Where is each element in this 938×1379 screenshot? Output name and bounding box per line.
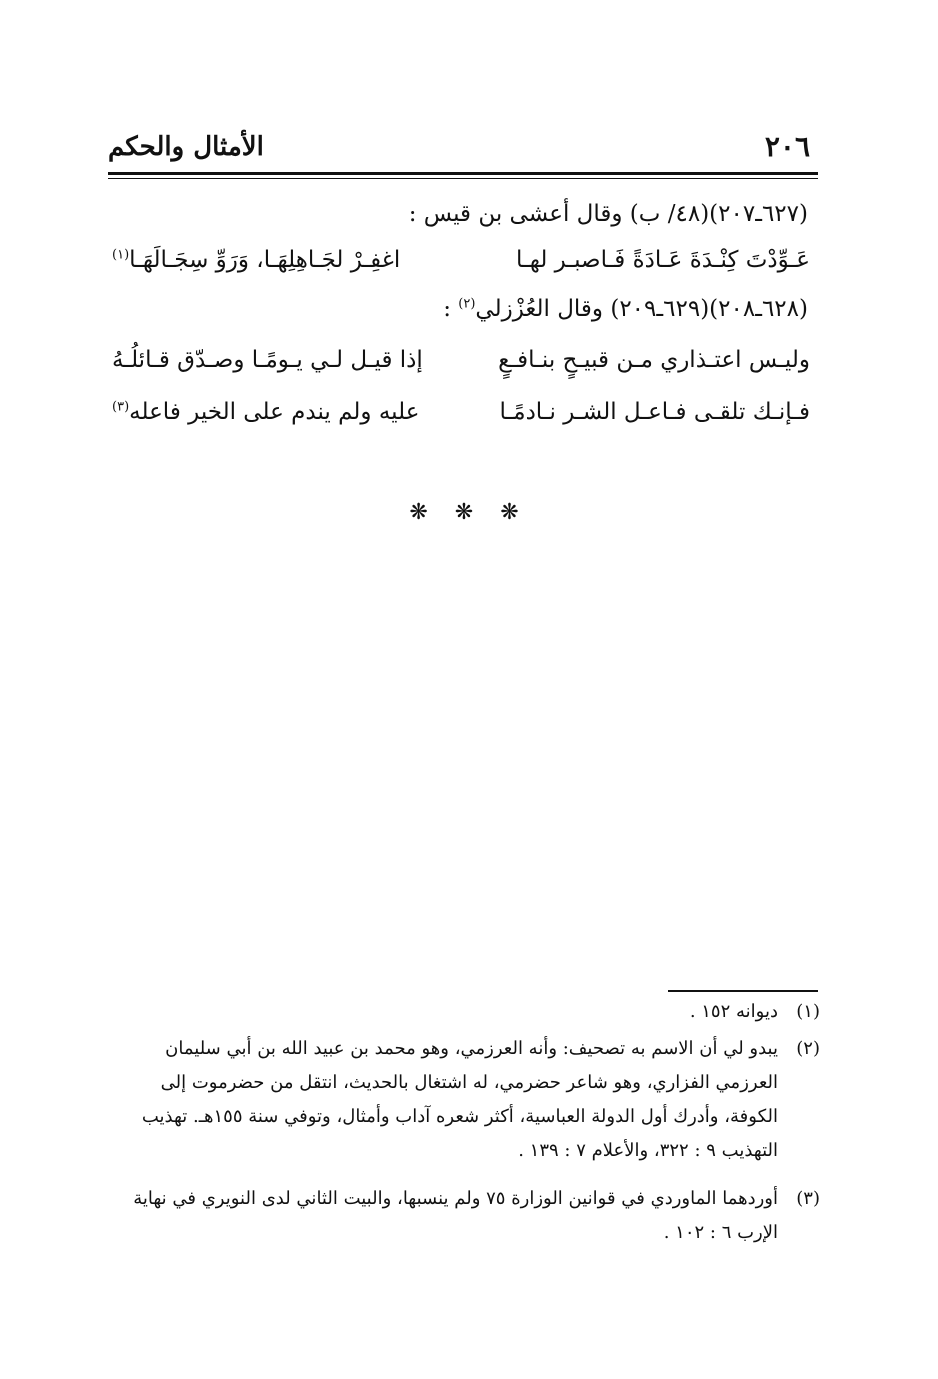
- intro-line-1: (٦٢٧ـ٢٠٧)(٤٨/ ب) وقال أعشى بن قيس :: [408, 201, 808, 227]
- header-rule-thick: [108, 172, 818, 175]
- footnote-3: [120, 1182, 820, 1250]
- footnote-1-number: (١): [796, 1001, 820, 1022]
- footnote-2: [120, 1032, 820, 1168]
- footnote-3-number: (٣): [796, 1188, 820, 1209]
- intro-line-2-colon: :: [443, 296, 459, 322]
- verse-3-second-hemistich: [112, 396, 419, 428]
- header-rule-thin: [108, 178, 818, 179]
- footnote-1: [120, 995, 820, 1029]
- intro-line-2: [443, 293, 808, 325]
- footnote-2-line-2: العرزمي الفزاري، وهو شاعر حضرمي، له اشتغال بالحديث، انتقل من حضرموت إلى: [160, 1072, 778, 1093]
- verse-2-first-hemistich: وليـس اعتـذاري مـن قبيـحٍ بنـافـعٍ: [498, 347, 810, 373]
- verse-1-second-hemistich: [112, 244, 400, 276]
- footnote-ref-2: (٢): [458, 296, 476, 312]
- verse-1-second-text: اغفِـرْ لجَـاهِلِهَـا، وَرَوِّ سِجَـالَهَـا: [129, 247, 401, 273]
- footnote-3-line-2: الإرب ٦ : ١٠٢ .: [663, 1222, 778, 1243]
- footnote-ref-1: (١): [112, 247, 130, 263]
- footnote-2-line-3: الكوفة، وأدرك أول الدولة العباسية، أكثر شعره آداب وأمثال، وتوفي سنة ١٥٥هـ. تهذيب: [141, 1106, 778, 1127]
- footnote-rule: [668, 990, 818, 992]
- verse-3-second-text: عليه ولم يندم على الخير فاعله: [129, 399, 420, 425]
- footnote-2-line-4: التهذيب ٩ : ٣٢٢، والأعلام ٧ : ١٣٩ .: [518, 1140, 778, 1161]
- verse-3-first-hemistich: فـإنـك تلقـى فـاعـل الشـر نـادمًـا: [499, 399, 810, 425]
- footnote-2-line-1: يبدو لي أن الاسم به تصحيف: وأنه العرزمي، وهو محمد بن عبيد الله بن أبي سليمان: [165, 1038, 778, 1059]
- footnote-3-line-1: أوردهما الماوردي في قوانين الوزارة ٧٥ ولم ينسبها، والبيت الثاني لدى النويري في نهاية: [133, 1188, 778, 1209]
- verse-2-second-hemistich: إذا قيـل لـي يـومًـا وصـدّق قـائلُـهُ: [112, 347, 423, 373]
- verse-1-first-hemistich: عَـوِّدْتَ كِنْـدَةَ عَـادَةً فَـاصبـر لهـا: [516, 247, 810, 273]
- page-number: ٢٠٦: [764, 130, 810, 163]
- intro-line-2-text: (٦٢٨ـ٢٠٨)(٦٢٩ـ٢٠٩) وقال العُزْزلي: [475, 296, 808, 322]
- verse-2: [112, 344, 810, 376]
- verse-3: [112, 396, 810, 428]
- section-separator: ❋ ❋ ❋: [409, 500, 529, 525]
- verse-1: [112, 244, 810, 276]
- footnote-1-line-1: ديوانه ١٥٢ .: [689, 1001, 778, 1022]
- running-title: الأمثال والحكم: [108, 132, 264, 162]
- footnote-2-number: (٢): [796, 1038, 820, 1059]
- footnote-ref-3: (٣): [112, 399, 130, 415]
